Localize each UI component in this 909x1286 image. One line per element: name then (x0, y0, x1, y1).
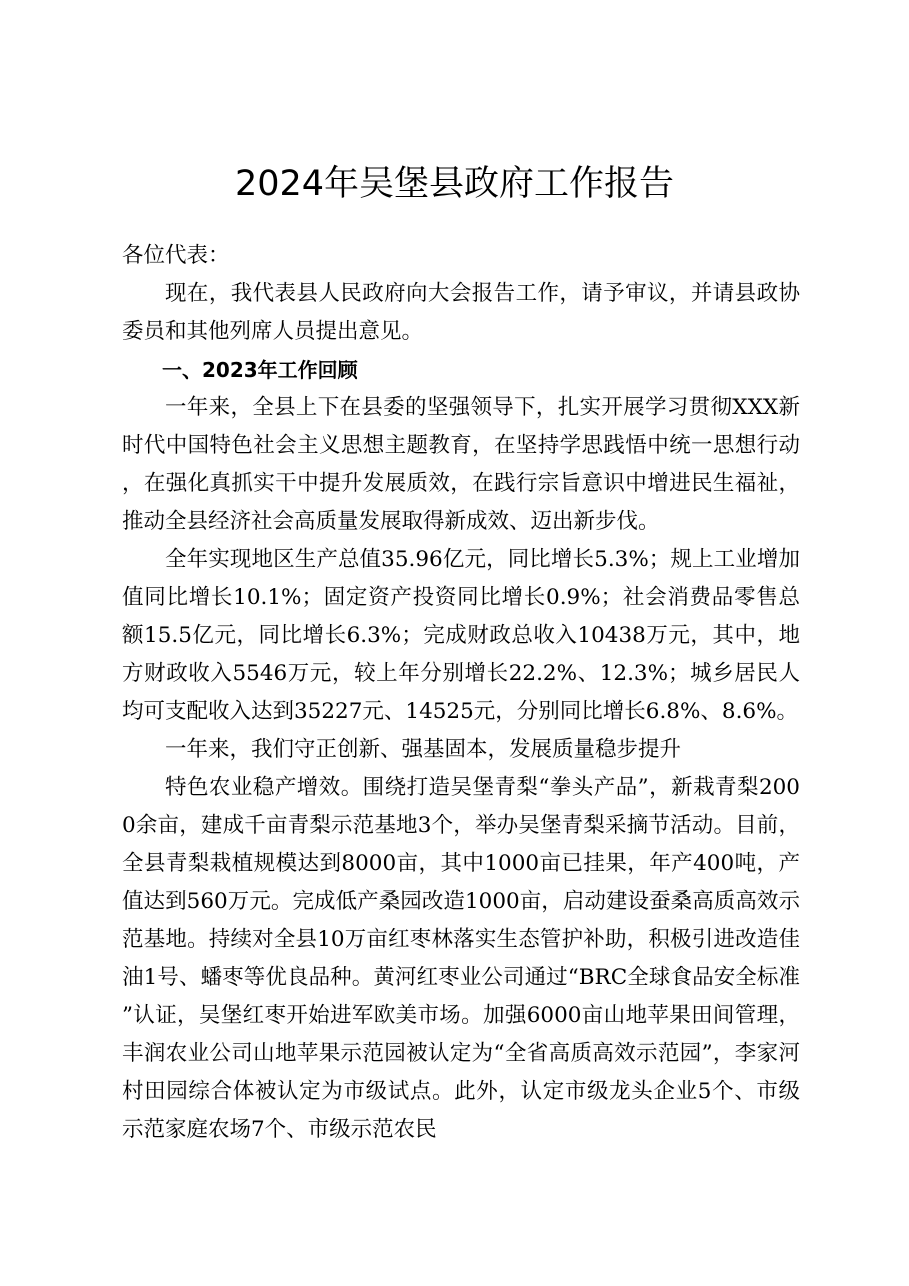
salutation: 各位代表： (122, 243, 230, 268)
paragraph-subheading: 一年来，我们守正创新、强基固本，发展质量稳步提升 (165, 737, 682, 762)
document-title: 2024年吴堡县政府工作报告 (234, 164, 675, 204)
paragraph-statistics: 全年实现地区生产总值35.96亿元，同比增长5.3%；规上工业增加值同比增长10.1%；固定资产投资同比增长0.9%；社会消费品零售总额15.5亿元，同比增长6.3%；完成财政总收入10438万元，其中，地方财政收入5546万元，较上年分别增长22.2%、12.3%；城乡居民人均可支配收入达到35227元、14525元，分别同比增长6.8%、8.6%。 (122, 547, 800, 724)
section-heading: 一、2023年工作回顾 (162, 358, 358, 382)
paragraph-agriculture: 特色农业稳产增效。围绕打造吴堡青梨“拳头产品”，新栽青梨2000余亩，建成千亩青梨示范基地3个，举办吴堡青梨采摘节活动。目前，全县青梨栽植规模达到8000亩，其中1000亩已挂果，年产400吨，产值达到560万元。完成低产桑园改造1000亩，启动建设蚕桑高质高效示范基地。持续对全县10万亩红枣林落实生态管护补助，积极引进改造佳油1号、蟠枣等优良品种。黄河红枣业公司通过“BRC全球食品安全标准”认证，吴堡红枣开始进军欧美市场。加强6000亩山地苹果田间管理，丰润农业公司山地苹果示范园被认定为“全省高质高效示范园”，李家河村田园综合体被认定为市级试点。此外，认定市级龙头企业5个、市级示范家庭农场7个、市级示范农民 (122, 775, 800, 1142)
document-body (122, 237, 800, 1149)
paragraph-intro: 现在，我代表县人民政府向大会报告工作，请予审议，并请县政协委员和其他列席人员提出意见。 (122, 281, 800, 344)
paragraph-overview: 一年来，全县上下在县委的坚强领导下，扎实开展学习贯彻XXX新时代中国特色社会主义思想主题教育，在坚持学思践悟中统一思想行动，在强化真抓实干中提升发展质效，在践行宗旨意识中增进民生福祉，推动全县经济社会高质量发展取得新成效、迈出新步伐。 (122, 395, 800, 534)
